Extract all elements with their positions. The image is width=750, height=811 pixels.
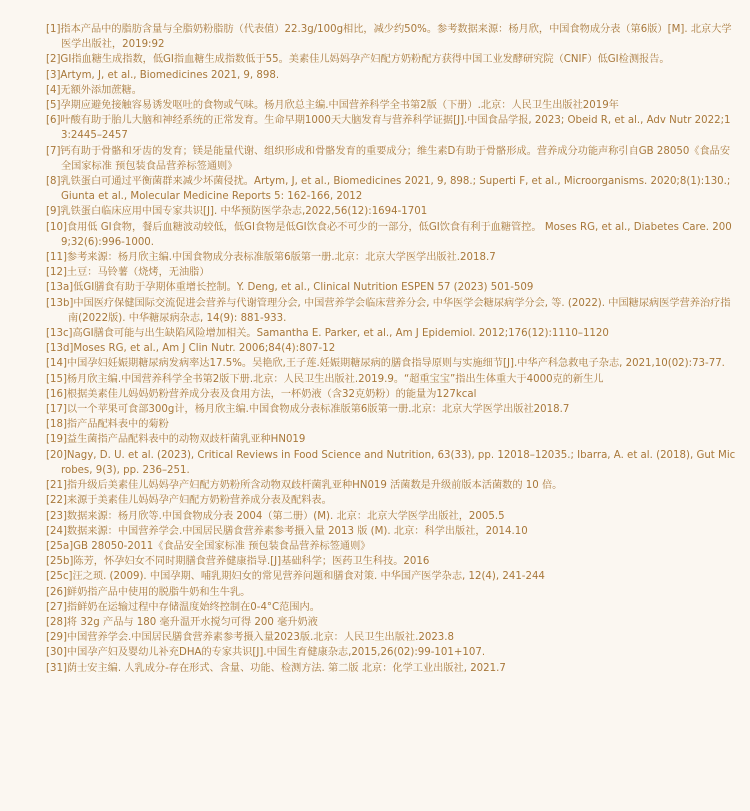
reference-12: [12]土豆：马铃薯（烧烤，无油脂）: [46, 267, 210, 279]
references-list: [46, 22, 736, 676]
reference-17: [17]以一个苹果可食部300g计，杨月欣主编.中国食物成分表标准版第6版第一册.北京：北京大学医学出版社2018.7: [46, 404, 570, 416]
reference-15: [15]杨月欣主编.中国营养科学全书第2版下册.北京：人民卫生出版社.2019.9。“超重宝宝”指出生体重大于4000克的新生儿: [46, 373, 604, 385]
reference-10: [10]食用低 GI食物，餐后血糖波动较低，低GI食物是低GI饮食必不可少的一部分，低GI饮食有利于血糖管控。 Moses RG, et al., Diabetes Care. 2009;32(6):996-1000.: [46, 221, 732, 248]
reference-8: [8]乳铁蛋白可通过平衡菌群来减少坏菌侵扰。Artym, J, et al., Biomedicines 2021, 9, 898.; Superti F, et al., Microorganisms. 2020;8(1):130.; Giunta et al., Molecular Medicine Reports 5: 162-166, 2012: [46, 176, 731, 203]
reference-13a: [13a]低GI膳食有助于孕期体重增长控制。Y. Deng, et al., Clinical Nutrition ESPEN 57 (2023) 501-509: [46, 282, 534, 294]
reference-29: [29]中国营养学会.中国居民膳食营养素参考摄入量2023版.北京：人民卫生出版社.2023.8: [46, 632, 455, 644]
reference-18: [18]指产品配料表中的菊粉: [46, 419, 169, 431]
reference-4: [4]无额外添加蔗糖。: [46, 84, 142, 96]
reference-31: [31]荫士安主编. 人乳成分-存在形式、含量、功能、检测方法. 第二版 北京：化学工业出版社, 2021.7: [46, 662, 506, 674]
reference-24: [24]数据来源：中国营养学会.中国居民膳食营养素参考摄入量 2013 版 (M). 北京：科学出版社，2014.10: [46, 525, 528, 537]
reference-13d: [13d]Moses RG, et al., Am J Clin Nutr. 2006;84(4):807-12: [46, 343, 336, 355]
reference-20: [20]Nagy, D. U. et al. (2023), Critical Reviews in Food Science and Nutrition, 63(33), pp. 12018–12035.; Ibarra, A. et al. (2018), Gut Microbes, 9(3), pp. 236–251.: [46, 449, 736, 476]
reference-6: [6]叶酸有助于胎儿大脑和神经系统的正常发育。生命早期1000天大脑发育与营养科学证据[J].中国食品学报, 2023; Obeid R, et al., Adv Nutr 2022;13:2445–2457: [46, 115, 731, 142]
reference-3: [3]Artym, J, et al., Biomedicines 2021, 9, 898.: [46, 69, 280, 81]
reference-2: [2]GI指血糖生成指数，低GI指血糖生成指数低于55。美素佳儿妈妈孕产妇配方奶粉配方获得中国工业发酵研究院（CNIF）低GI检测报告。: [46, 54, 670, 66]
reference-19: [19]益生菌指产品配料表中的动物双歧杆菌乳亚种HN019: [46, 434, 306, 446]
reference-28: [28]将 32g 产品与 180 毫升温开水搅匀可得 200 毫升奶液: [46, 616, 318, 628]
reference-9: [9]乳铁蛋白临床应用中国专家共识[J]. 中华预防医学杂志,2022,56(12):1694-1701: [46, 206, 428, 218]
reference-16: [16]根据美素佳儿妈妈奶粉营养成分表及食用方法，一杯奶液（含32克奶粉）的能量为127kcal: [46, 388, 477, 400]
reference-14: [14]中国孕妇妊娠期糖尿病发病率达17.5%。吴艳欣,王子莲.妊娠期糖尿病的膳食指导原则与实施细节[J].中华产科急救电子杂志, 2021,10(02):73-77.: [46, 358, 725, 370]
reference-7: [7]钙有助于骨骼和牙齿的发育；镁是能量代谢、组织形成和骨骼发育的重要成分；维生素D有助于骨骼形成。营养成分功能声称引自GB 28050《食品安全国家标准 预包装食品营养标签通则》: [46, 145, 731, 172]
reference-21: [21]指升级后美素佳儿妈妈孕产妇配方奶粉所含动物双歧杆菌乳亚种HN019 活菌数是升级前版本活菌数的 10 倍。: [46, 480, 563, 492]
reference-26: [26]鲜奶指产品中使用的脱脂牛奶和生牛乳。: [46, 586, 251, 598]
reference-27: [27]指鲜奶在运输过程中存储温度始终控制在0-4°C范围内。: [46, 601, 320, 613]
reference-13b: [13b]中国医疗保健国际交流促进会营养与代谢管理分会, 中国营养学会临床营养分会, 中华医学会糖尿病学分会, 等. (2022). 中国糖尿病医学营养治疗指南(2022版). 中华糖尿病杂志, 14(9): 881-933.: [46, 297, 731, 324]
reference-11: [11]参考来源：杨月欣主编.中国食物成分表标准版第6版第一册.北京：北京大学医学出版社.2018.7: [46, 252, 496, 264]
reference-23: [23]数据来源：杨月欣等.中国食物成分表 2004（第二册）(M). 北京：北京大学医学出版社，2005.5: [46, 510, 505, 522]
reference-25b: [25b]陈芳，怀孕妇女不同时期膳食营养健康指导.[J]基础科学；医药卫生科技。2016: [46, 556, 430, 568]
reference-1: [1]指本产品中的脂肪含量与全脂奶粉脂肪（代表值）22.3g/100g相比，减少约50%。参考数据来源：杨月欣，中国食物成分表（第6版）[M]. 北京大学医学出版社，2019:92: [46, 24, 732, 51]
reference-30: [30]中国孕产妇及婴幼儿补充DHA的专家共识[J].中国生育健康杂志,2015,26(02):99-101+107.: [46, 647, 486, 659]
reference-25a: [25a]GB 28050-2011《食品安全国家标准 预包装食品营养标签通则》: [46, 540, 371, 552]
reference-22: [22]来源于美素佳儿妈妈孕产妇配方奶粉营养成分表及配料表。: [46, 495, 332, 507]
reference-13c: [13c]高GI膳食可能与出生缺陷风险增加相关。Samantha E. Parker, et al., Am J Epidemiol. 2012;176(12):1110–1120: [46, 328, 609, 340]
reference-25c: [25c]汪之顼. (2009). 中国孕期、哺乳期妇女的常见营养问题和膳食对策. 中华国产医学杂志, 12(4), 241-244: [46, 571, 545, 583]
reference-5: [5]孕期应避免接触容易诱发呕吐的食物或气味。杨月欣总主编.中国营养科学全书第2版（下册）.北京：人民卫生出版社2019年: [46, 100, 619, 112]
